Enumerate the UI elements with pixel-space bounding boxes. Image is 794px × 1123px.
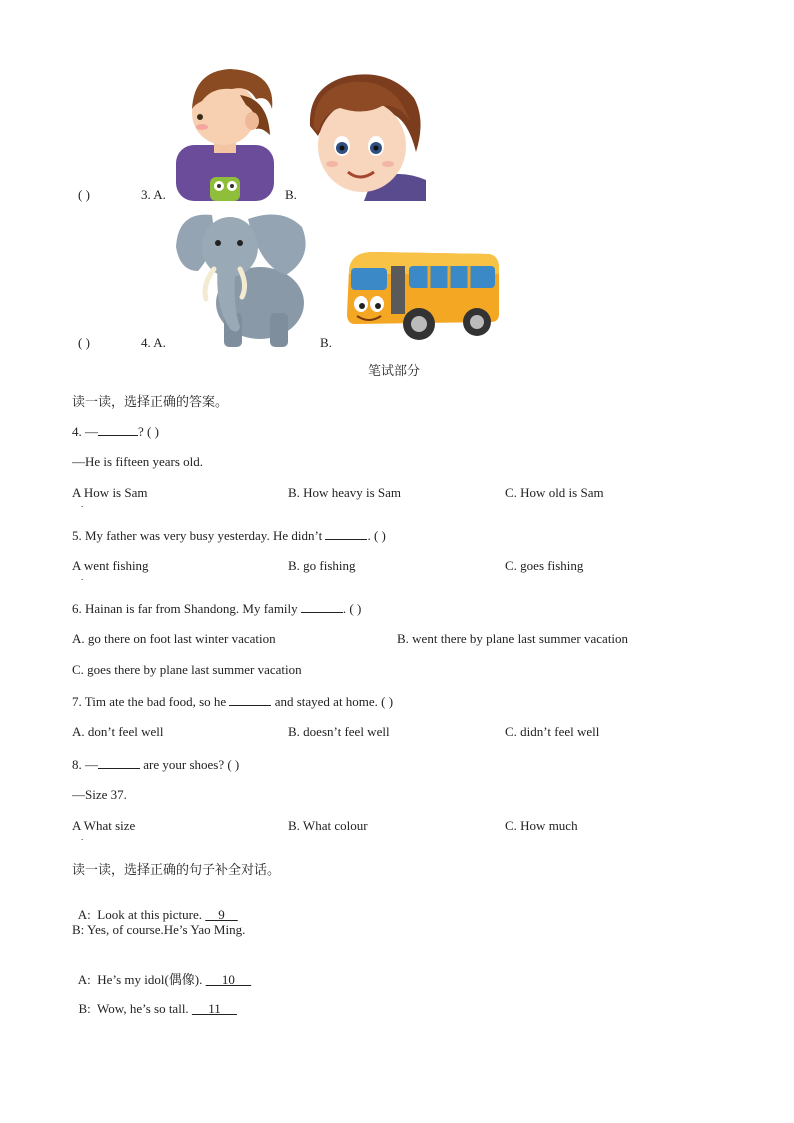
- q5-stem-pre: 5. My father was very busy yesterday. He didn’t: [72, 528, 326, 543]
- q4-blank[interactable]: [98, 423, 138, 436]
- q4-option-c[interactable]: C. How old is Sam: [505, 485, 604, 500]
- q3-option-a-label: 3. A.: [141, 187, 166, 202]
- dialogue-line-1: [72, 891, 238, 923]
- dialogue-line-4-text: B: Wow, he’s so tall.: [78, 1001, 192, 1016]
- q5-stem-post: . ( ): [367, 528, 386, 543]
- q7-stem-post: and stayed at home. ( ): [271, 694, 394, 709]
- q4-option-a[interactable]: A How is Sam: [72, 485, 148, 500]
- elephant-icon: [174, 205, 316, 347]
- q6-stem-pre: 6. Hainan is far from Shandong. My family: [72, 601, 301, 616]
- dialogue-line-3: [72, 953, 251, 988]
- blank-11[interactable]: 11: [191, 1001, 237, 1016]
- q8-option-b[interactable]: B. What colour: [288, 818, 368, 833]
- q7-stem: [72, 693, 393, 710]
- dialogue-line-4: [72, 985, 237, 1017]
- dialogue-line-1-text: A: Look at this picture.: [77, 907, 206, 922]
- q7-option-c[interactable]: C. didn’t feel well: [505, 724, 600, 739]
- dot-mark: .: [81, 572, 84, 582]
- q6-option-c[interactable]: C. goes there by plane last summer vacation: [72, 662, 302, 677]
- q4-option-a-label: 4. A.: [141, 335, 166, 350]
- q4-stem: [72, 423, 159, 440]
- q8-option-a[interactable]: A What size: [72, 818, 136, 833]
- q7-stem-pre: 7. Tim ate the bad food, so he: [72, 694, 230, 709]
- q5-option-c[interactable]: C. goes fishing: [505, 558, 584, 573]
- q8-stem: [72, 756, 239, 773]
- q8-blank[interactable]: [98, 756, 140, 769]
- elephant-image[interactable]: [174, 205, 316, 347]
- q5-blank[interactable]: [325, 527, 367, 540]
- written-section-title: 笔试部分: [368, 364, 421, 379]
- q4-reply: —He is fifteen years old.: [72, 454, 204, 469]
- dot-mark: .: [81, 832, 84, 842]
- boy-side-icon: [172, 65, 280, 201]
- q6-stem-post: . ( ): [342, 601, 362, 616]
- q7-blank[interactable]: [229, 693, 271, 706]
- q4-answer-paren[interactable]: ( ): [78, 335, 90, 350]
- bus-image[interactable]: [343, 248, 501, 344]
- bus-icon: [343, 248, 501, 344]
- q7-option-b[interactable]: B. doesn’t feel well: [288, 724, 390, 739]
- part2-instruction: 读一读，选择正确的句子补全对话。: [72, 863, 281, 878]
- q6-option-b[interactable]: B. went there by plane last summer vacation: [397, 631, 629, 646]
- dialogue-line-2-text: B: Yes, of course.He’s Yao Ming.: [72, 922, 246, 937]
- q6-stem: [72, 600, 361, 617]
- boy-front-image[interactable]: [302, 68, 426, 201]
- q5-stem: [72, 527, 386, 544]
- boy-side-image[interactable]: [172, 65, 280, 201]
- q4-option-b[interactable]: B. How heavy is Sam: [288, 485, 402, 500]
- q8-stem-post: are your shoes? ( ): [140, 757, 240, 772]
- q8-reply: —Size 37.: [72, 787, 127, 802]
- q4-stem-post: ? ( ): [138, 424, 159, 439]
- q3-answer-paren[interactable]: ( ): [78, 187, 90, 202]
- q6-blank[interactable]: [301, 600, 343, 613]
- q4-stem-pre: 4. —: [72, 424, 98, 439]
- q4-option-b-label: B.: [320, 335, 332, 350]
- q3-option-b-label: B.: [285, 187, 297, 202]
- q7-option-a[interactable]: A. don’t feel well: [72, 724, 164, 739]
- blank-9[interactable]: 9: [205, 907, 238, 922]
- q8-option-c[interactable]: C. How much: [505, 818, 578, 833]
- part1-instruction: 读一读，选择正确的答案。: [72, 395, 229, 410]
- dot-mark: .: [81, 499, 84, 509]
- q5-option-a[interactable]: A went fishing: [72, 558, 149, 573]
- boy-front-icon: [302, 68, 426, 201]
- dialogue-line-2: [72, 922, 245, 938]
- q5-option-b[interactable]: B. go fishing: [288, 558, 356, 573]
- blank-10[interactable]: 10: [205, 972, 252, 987]
- q6-option-a[interactable]: A. go there on foot last winter vacation: [72, 631, 276, 646]
- dialogue-line-3-text: A: He’s my idol(偶像).: [77, 972, 206, 987]
- q8-stem-pre: 8. —: [72, 757, 98, 772]
